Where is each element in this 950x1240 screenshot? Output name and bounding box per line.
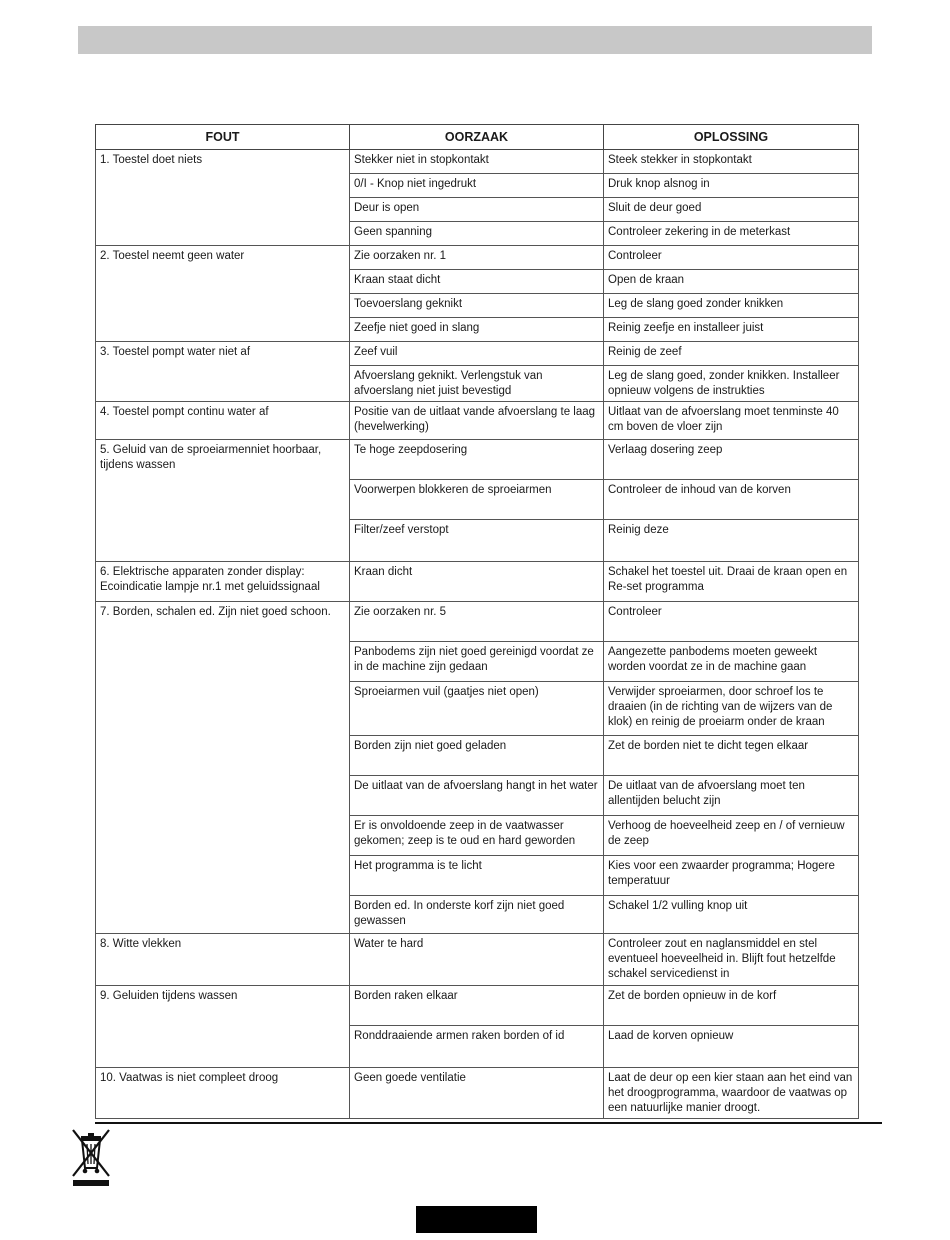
- table-row: [96, 562, 859, 602]
- fout-cell: 9. Geluiden tijdens wassen: [96, 986, 350, 1068]
- table-row: [96, 402, 859, 440]
- table-body: [96, 150, 859, 1119]
- column-header-oplossing: OPLOSSING: [604, 125, 859, 150]
- oplossing-cell: Verhoog de hoeveelheid zeep en / of vernieuw de zeep: [604, 816, 859, 856]
- table-header-row: [96, 125, 859, 150]
- oplossing-cell: Kies voor een zwaarder programma; Hogere temperatuur: [604, 856, 859, 896]
- oplossing-cell: Druk knop alsnog in: [604, 174, 859, 198]
- oorzaak-cell: Panbodems zijn niet goed gereinigd voordat ze in de machine zijn gedaan: [350, 642, 604, 682]
- oplossing-cell: Aangezette panbodems moeten geweekt worden voordat ze in de machine gaan: [604, 642, 859, 682]
- table-row: [96, 440, 859, 480]
- oplossing-cell: Reinig zeefje en installeer juist: [604, 318, 859, 342]
- oplossing-cell: Uitlaat van de afvoerslang moet tenminste 40 cm boven de vloer zijn: [604, 402, 859, 440]
- oorzaak-cell: Toevoerslang geknikt: [350, 294, 604, 318]
- oplossing-cell: Reinig de zeef: [604, 342, 859, 366]
- oplossing-cell: De uitlaat van de afvoerslang moet ten allentijden belucht zijn: [604, 776, 859, 816]
- fout-cell: 1. Toestel doet niets: [96, 150, 350, 246]
- oorzaak-cell: Kraan dicht: [350, 562, 604, 602]
- column-header-fout: FOUT: [96, 125, 350, 150]
- oorzaak-cell: Deur is open: [350, 198, 604, 222]
- oplossing-cell: Laad de korven opnieuw: [604, 1026, 859, 1068]
- oorzaak-cell: Sproeiarmen vuil (gaatjes niet open): [350, 682, 604, 736]
- fout-cell: 3. Toestel pompt water niet af: [96, 342, 350, 402]
- column-header-oorzaak: OORZAAK: [350, 125, 604, 150]
- oplossing-cell: Laat de deur op een kier staan aan het eind van het droogprogramma, waardoor de vaatwas op een natuurlijke manier droogt.: [604, 1068, 859, 1119]
- oorzaak-cell: Geen spanning: [350, 222, 604, 246]
- troubleshooting-table: [95, 124, 859, 1119]
- fout-cell: 6. Elektrische apparaten zonder display: Ecoindicatie lampje nr.1 met geluidssignaal: [96, 562, 350, 602]
- oplossing-cell: Open de kraan: [604, 270, 859, 294]
- oorzaak-cell: Ronddraaiende armen raken borden of id: [350, 1026, 604, 1068]
- oplossing-cell: Schakel 1/2 vulling knop uit: [604, 896, 859, 934]
- oorzaak-cell: 0/I - Knop niet ingedrukt: [350, 174, 604, 198]
- oplossing-cell: Verlaag dosering zeep: [604, 440, 859, 480]
- oplossing-cell: Zet de borden opnieuw in de korf: [604, 986, 859, 1026]
- bottom-divider: [95, 1122, 882, 1124]
- oorzaak-cell: Afvoerslang geknikt. Verlengstuk van afvoerslang niet juist bevestigd: [350, 366, 604, 402]
- table-row: [96, 934, 859, 986]
- oorzaak-cell: Borden ed. In onderste korf zijn niet goed gewassen: [350, 896, 604, 934]
- oorzaak-cell: Zie oorzaken nr. 5: [350, 602, 604, 642]
- troubleshooting-table-wrapper: [95, 124, 858, 1116]
- table-row: [96, 602, 859, 642]
- oplossing-cell: Controleer de inhoud van de korven: [604, 480, 859, 520]
- oplossing-cell: Controleer zekering in de meterkast: [604, 222, 859, 246]
- oplossing-cell: Zet de borden niet te dicht tegen elkaar: [604, 736, 859, 776]
- oplossing-cell: Schakel het toestel uit. Draai de kraan open en Re-set programma: [604, 562, 859, 602]
- oorzaak-cell: Het programma is te licht: [350, 856, 604, 896]
- oplossing-cell: Controleer: [604, 602, 859, 642]
- oorzaak-cell: Positie van de uitlaat vande afvoerslang te laag (hevelwerking): [350, 402, 604, 440]
- fout-cell: 7. Borden, schalen ed. Zijn niet goed schoon.: [96, 602, 350, 934]
- oorzaak-cell: Borden zijn niet goed geladen: [350, 736, 604, 776]
- oplossing-cell: Leg de slang goed, zonder knikken. Installeer opnieuw volgens de instrukties: [604, 366, 859, 402]
- oorzaak-cell: Water te hard: [350, 934, 604, 986]
- oplossing-cell: Verwijder sproeiarmen, door schroef los te draaien (in de richting van de wijzers van de klok) en reinig de proeiarm onder de kraan: [604, 682, 859, 736]
- crossed-out-bin-icon: [70, 1128, 112, 1188]
- fout-cell: 5. Geluid van de sproeiarmenniet hoorbaar, tijdens wassen: [96, 440, 350, 562]
- oorzaak-cell: Er is onvoldoende zeep in de vaatwasser gekomen; zeep is te oud en hard geworden: [350, 816, 604, 856]
- oorzaak-cell: Te hoge zeepdosering: [350, 440, 604, 480]
- oorzaak-cell: Voorwerpen blokkeren de sproeiarmen: [350, 480, 604, 520]
- fout-cell: 2. Toestel neemt geen water: [96, 246, 350, 342]
- fout-cell: 10. Vaatwas is niet compleet droog: [96, 1068, 350, 1119]
- oplossing-cell: Sluit de deur goed: [604, 198, 859, 222]
- oplossing-cell: Leg de slang goed zonder knikken: [604, 294, 859, 318]
- oorzaak-cell: Zeefje niet goed in slang: [350, 318, 604, 342]
- oorzaak-cell: Borden raken elkaar: [350, 986, 604, 1026]
- oorzaak-cell: Zeef vuil: [350, 342, 604, 366]
- table-row: [96, 1068, 859, 1119]
- oorzaak-cell: Filter/zeef verstopt: [350, 520, 604, 562]
- oorzaak-cell: Stekker niet in stopkontakt: [350, 150, 604, 174]
- page-number-box: [416, 1206, 537, 1233]
- oorzaak-cell: De uitlaat van de afvoerslang hangt in het water: [350, 776, 604, 816]
- oplossing-cell: Steek stekker in stopkontakt: [604, 150, 859, 174]
- oplossing-cell: Controleer: [604, 246, 859, 270]
- oorzaak-cell: Kraan staat dicht: [350, 270, 604, 294]
- table-row: [96, 342, 859, 366]
- oplossing-cell: Controleer zout en naglansmiddel en stel eventueel hoeveelheid in. Blijft fout hetzelfde schakel servicedienst in: [604, 934, 859, 986]
- fout-cell: 4. Toestel pompt continu water af: [96, 402, 350, 440]
- oplossing-cell: Reinig deze: [604, 520, 859, 562]
- fout-cell: 8. Witte vlekken: [96, 934, 350, 986]
- table-row: [96, 150, 859, 174]
- header-band: [78, 26, 872, 54]
- table-row: [96, 246, 859, 270]
- table-row: [96, 986, 859, 1026]
- oorzaak-cell: Zie oorzaken nr. 1: [350, 246, 604, 270]
- oorzaak-cell: Geen goede ventilatie: [350, 1068, 604, 1119]
